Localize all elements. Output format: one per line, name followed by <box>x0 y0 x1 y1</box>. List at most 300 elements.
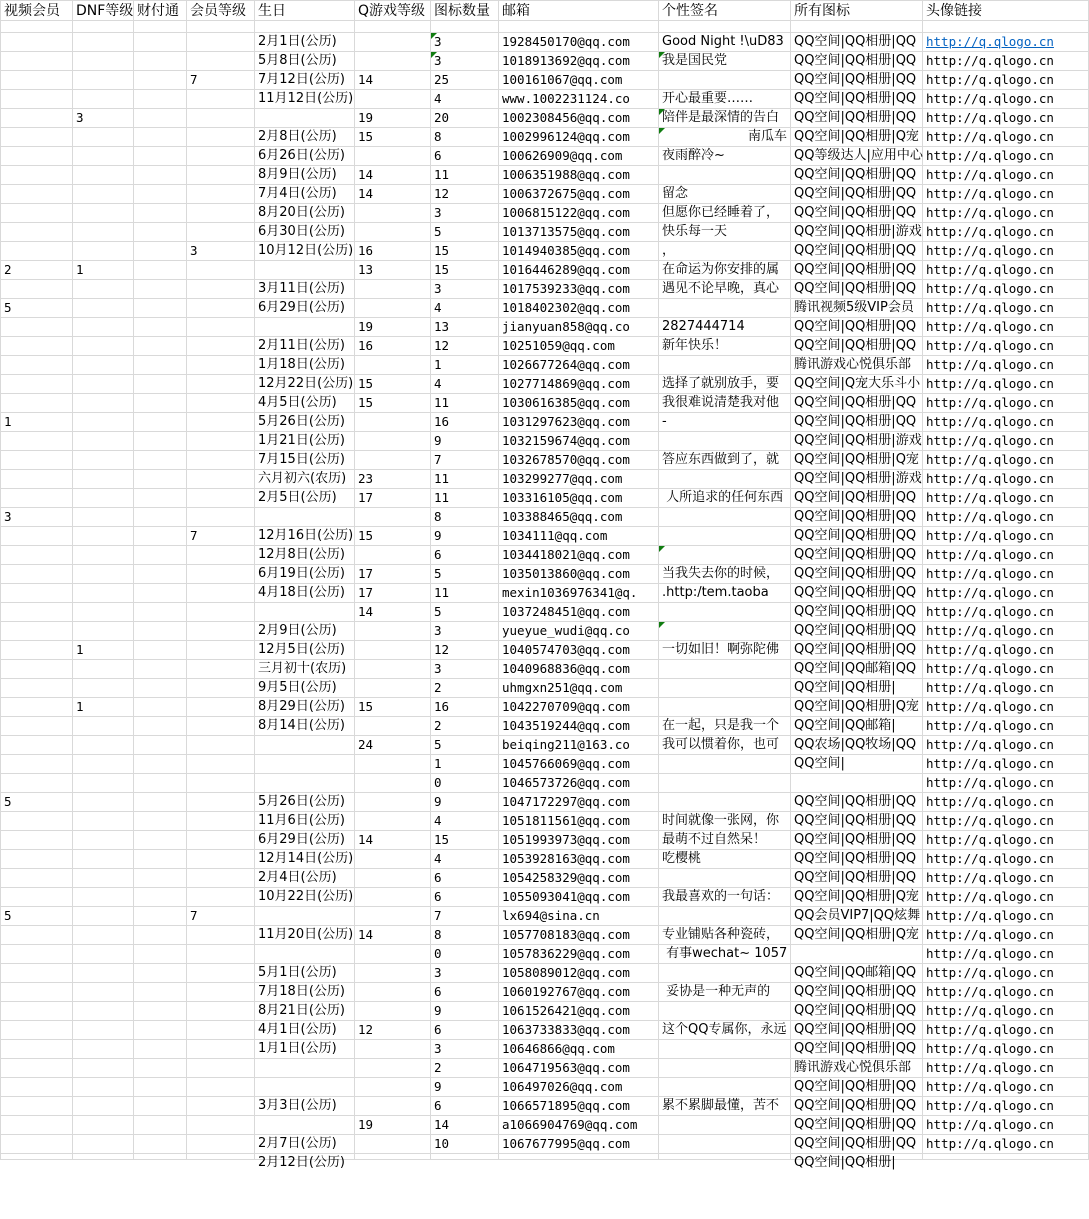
cell-tenpay[interactable] <box>134 641 187 660</box>
cell-all_icons[interactable] <box>791 698 923 717</box>
cell-q_game_level[interactable] <box>355 280 431 299</box>
cell-dnf_level[interactable] <box>73 603 134 622</box>
cell-email[interactable] <box>499 527 659 546</box>
cell-tenpay[interactable] <box>134 1021 187 1040</box>
cell-all_icons[interactable] <box>791 774 923 793</box>
cell-email[interactable] <box>499 356 659 375</box>
cell-tenpay[interactable] <box>134 964 187 983</box>
cell-signature[interactable] <box>659 1002 791 1021</box>
cell-email[interactable] <box>499 698 659 717</box>
cell-avatar_link[interactable] <box>923 204 1089 223</box>
cell-tenpay[interactable] <box>134 337 187 356</box>
cell-q_game_level[interactable] <box>355 546 431 565</box>
cell-video_vip[interactable] <box>1 1021 73 1040</box>
cell-email[interactable] <box>499 888 659 907</box>
cell-icon_count[interactable] <box>431 52 499 71</box>
cell-dnf_level[interactable] <box>73 698 134 717</box>
cell-member_level[interactable] <box>187 1002 255 1021</box>
cell-signature[interactable] <box>659 451 791 470</box>
cell-icon_count[interactable] <box>431 33 499 52</box>
cell-dnf_level[interactable] <box>73 242 134 261</box>
cell-email[interactable] <box>499 1135 659 1154</box>
cell-all_icons[interactable] <box>791 52 923 71</box>
cell-all_icons[interactable] <box>791 394 923 413</box>
cell-email[interactable] <box>499 926 659 945</box>
cell-all_icons[interactable] <box>791 1002 923 1021</box>
cell-q_game_level[interactable] <box>355 185 431 204</box>
cell-signature[interactable] <box>659 679 791 698</box>
cell-all_icons[interactable] <box>791 508 923 527</box>
cell-q_game_level[interactable] <box>355 698 431 717</box>
cell-all_icons[interactable] <box>791 299 923 318</box>
cell-tenpay[interactable] <box>134 717 187 736</box>
cell-icon_count[interactable] <box>431 584 499 603</box>
cell-dnf_level[interactable] <box>73 983 134 1002</box>
column-header-birthday[interactable] <box>255 1 355 21</box>
cell-avatar_link[interactable] <box>923 1021 1089 1040</box>
cell-signature[interactable] <box>659 812 791 831</box>
cell-q_game_level[interactable] <box>355 793 431 812</box>
cell-video_vip[interactable] <box>1 698 73 717</box>
cell-avatar_link[interactable] <box>923 755 1089 774</box>
cell-dnf_level[interactable] <box>73 147 134 166</box>
cell-birthday[interactable] <box>255 945 355 964</box>
cell-birthday[interactable] <box>255 1059 355 1078</box>
cell-avatar_link[interactable] <box>923 1135 1089 1154</box>
cell-signature[interactable] <box>659 489 791 508</box>
cell-avatar_link[interactable] <box>923 432 1089 451</box>
cell-email[interactable] <box>499 489 659 508</box>
cell-member_level[interactable] <box>187 546 255 565</box>
cell-dnf_level[interactable] <box>73 888 134 907</box>
cell-q_game_level[interactable] <box>355 223 431 242</box>
cell-all_icons[interactable] <box>791 489 923 508</box>
cell-all_icons[interactable] <box>791 223 923 242</box>
cell-video_vip[interactable] <box>1 33 73 52</box>
cell-email[interactable] <box>499 280 659 299</box>
cell-birthday[interactable] <box>255 375 355 394</box>
cell-all_icons[interactable] <box>791 527 923 546</box>
cell-birthday[interactable] <box>255 356 355 375</box>
cell-email[interactable] <box>499 261 659 280</box>
cell-all_icons[interactable] <box>791 90 923 109</box>
cell-email[interactable] <box>499 1040 659 1059</box>
cell-tenpay[interactable] <box>134 1154 187 1160</box>
cell-q_game_level[interactable] <box>355 337 431 356</box>
cell-email[interactable] <box>499 774 659 793</box>
cell-avatar_link[interactable] <box>923 356 1089 375</box>
cell-video_vip[interactable] <box>1 470 73 489</box>
cell-avatar_link[interactable] <box>923 375 1089 394</box>
cell-icon_count[interactable] <box>431 527 499 546</box>
cell-dnf_level[interactable] <box>73 1040 134 1059</box>
cell-avatar_link[interactable] <box>923 983 1089 1002</box>
cell-icon_count[interactable] <box>431 128 499 147</box>
cell-tenpay[interactable] <box>134 945 187 964</box>
cell-q_game_level[interactable] <box>355 166 431 185</box>
cell-dnf_level[interactable] <box>73 869 134 888</box>
cell-email[interactable] <box>499 33 659 52</box>
cell-tenpay[interactable] <box>134 546 187 565</box>
cell-dnf_level[interactable] <box>73 964 134 983</box>
cell-email[interactable] <box>499 812 659 831</box>
cell-signature[interactable] <box>659 546 791 565</box>
cell-tenpay[interactable] <box>134 166 187 185</box>
cell-avatar_link[interactable] <box>923 945 1089 964</box>
cell-member_level[interactable] <box>187 1078 255 1097</box>
cell-avatar_link[interactable] <box>923 185 1089 204</box>
cell-video_vip[interactable] <box>1 394 73 413</box>
cell-q_game_level[interactable] <box>355 1097 431 1116</box>
cell-q_game_level[interactable] <box>355 1154 431 1160</box>
cell-tenpay[interactable] <box>134 1040 187 1059</box>
cell-video_vip[interactable] <box>1 945 73 964</box>
cell-avatar_link[interactable] <box>923 1116 1089 1135</box>
cell-q_game_level[interactable] <box>355 565 431 584</box>
cell-video_vip[interactable] <box>1 166 73 185</box>
cell-avatar_link[interactable] <box>923 109 1089 128</box>
cell-signature[interactable] <box>659 622 791 641</box>
cell-video_vip[interactable] <box>1 1078 73 1097</box>
cell-video_vip[interactable] <box>1 717 73 736</box>
column-header-icon_count[interactable] <box>431 1 499 21</box>
cell-video_vip[interactable] <box>1 869 73 888</box>
cell-email[interactable] <box>499 508 659 527</box>
cell-dnf_level[interactable] <box>73 33 134 52</box>
cell-tenpay[interactable] <box>134 1097 187 1116</box>
cell-all_icons[interactable] <box>791 318 923 337</box>
cell-avatar_link[interactable] <box>923 622 1089 641</box>
cell-birthday[interactable] <box>255 622 355 641</box>
cell-video_vip[interactable] <box>1 907 73 926</box>
cell-birthday[interactable] <box>255 736 355 755</box>
cell-all_icons[interactable] <box>791 337 923 356</box>
cell-member_level[interactable] <box>187 451 255 470</box>
cell-signature[interactable] <box>659 660 791 679</box>
cell-q_game_level[interactable] <box>355 869 431 888</box>
cell-member_level[interactable] <box>187 1097 255 1116</box>
cell-member_level[interactable] <box>187 90 255 109</box>
cell-icon_count[interactable] <box>431 337 499 356</box>
cell-tenpay[interactable] <box>134 451 187 470</box>
cell-email[interactable] <box>499 71 659 90</box>
cell-dnf_level[interactable] <box>73 945 134 964</box>
cell-avatar_link[interactable] <box>923 1059 1089 1078</box>
cell-email[interactable] <box>499 242 659 261</box>
cell-video_vip[interactable] <box>1 356 73 375</box>
cell-member_level[interactable] <box>187 337 255 356</box>
column-header-q_game_level[interactable] <box>355 1 431 21</box>
cell-dnf_level[interactable] <box>73 755 134 774</box>
cell-birthday[interactable] <box>255 546 355 565</box>
cell-icon_count[interactable] <box>431 755 499 774</box>
cell-birthday[interactable] <box>255 603 355 622</box>
cell-icon_count[interactable] <box>431 926 499 945</box>
cell-member_level[interactable] <box>187 21 255 33</box>
cell-video_vip[interactable] <box>1 527 73 546</box>
cell-signature[interactable] <box>659 869 791 888</box>
cell-all_icons[interactable] <box>791 166 923 185</box>
cell-q_game_level[interactable] <box>355 907 431 926</box>
cell-birthday[interactable] <box>255 584 355 603</box>
cell-signature[interactable] <box>659 755 791 774</box>
cell-q_game_level[interactable] <box>355 204 431 223</box>
cell-signature[interactable] <box>659 698 791 717</box>
cell-avatar_link[interactable] <box>923 71 1089 90</box>
cell-q_game_level[interactable] <box>355 1021 431 1040</box>
cell-signature[interactable] <box>659 242 791 261</box>
cell-avatar_link[interactable] <box>923 774 1089 793</box>
cell-signature[interactable] <box>659 964 791 983</box>
cell-video_vip[interactable] <box>1 1002 73 1021</box>
cell-signature[interactable] <box>659 565 791 584</box>
cell-icon_count[interactable] <box>431 299 499 318</box>
column-header-tenpay[interactable] <box>134 1 187 21</box>
cell-birthday[interactable] <box>255 508 355 527</box>
cell-all_icons[interactable] <box>791 1021 923 1040</box>
cell-video_vip[interactable] <box>1 508 73 527</box>
cell-birthday[interactable] <box>255 850 355 869</box>
cell-icon_count[interactable] <box>431 698 499 717</box>
cell-q_game_level[interactable] <box>355 717 431 736</box>
cell-avatar_link[interactable] <box>923 147 1089 166</box>
cell-dnf_level[interactable] <box>73 394 134 413</box>
cell-signature[interactable] <box>659 850 791 869</box>
cell-q_game_level[interactable] <box>355 356 431 375</box>
cell-all_icons[interactable] <box>791 584 923 603</box>
cell-all_icons[interactable] <box>791 147 923 166</box>
cell-tenpay[interactable] <box>134 52 187 71</box>
cell-all_icons[interactable] <box>791 964 923 983</box>
cell-member_level[interactable] <box>187 147 255 166</box>
cell-birthday[interactable] <box>255 812 355 831</box>
cell-icon_count[interactable] <box>431 280 499 299</box>
cell-dnf_level[interactable] <box>73 413 134 432</box>
cell-signature[interactable] <box>659 356 791 375</box>
cell-icon_count[interactable] <box>431 432 499 451</box>
cell-birthday[interactable] <box>255 128 355 147</box>
cell-tenpay[interactable] <box>134 1116 187 1135</box>
cell-avatar_link[interactable] <box>923 451 1089 470</box>
cell-all_icons[interactable] <box>791 413 923 432</box>
cell-all_icons[interactable] <box>791 888 923 907</box>
cell-signature[interactable] <box>659 793 791 812</box>
cell-icon_count[interactable] <box>431 71 499 90</box>
cell-email[interactable] <box>499 869 659 888</box>
cell-tenpay[interactable] <box>134 603 187 622</box>
cell-member_level[interactable] <box>187 185 255 204</box>
cell-signature[interactable] <box>659 280 791 299</box>
cell-email[interactable] <box>499 1116 659 1135</box>
cell-q_game_level[interactable] <box>355 1116 431 1135</box>
cell-email[interactable] <box>499 736 659 755</box>
cell-email[interactable] <box>499 147 659 166</box>
cell-email[interactable] <box>499 413 659 432</box>
cell-signature[interactable] <box>659 888 791 907</box>
cell-email[interactable] <box>499 223 659 242</box>
cell-video_vip[interactable] <box>1 1040 73 1059</box>
cell-icon_count[interactable] <box>431 850 499 869</box>
cell-email[interactable] <box>499 204 659 223</box>
cell-birthday[interactable] <box>255 679 355 698</box>
cell-q_game_level[interactable] <box>355 603 431 622</box>
cell-email[interactable] <box>499 546 659 565</box>
cell-dnf_level[interactable] <box>73 584 134 603</box>
cell-video_vip[interactable] <box>1 242 73 261</box>
cell-email[interactable] <box>499 1097 659 1116</box>
cell-all_icons[interactable] <box>791 812 923 831</box>
cell-birthday[interactable] <box>255 926 355 945</box>
cell-member_level[interactable] <box>187 1040 255 1059</box>
cell-email[interactable] <box>499 831 659 850</box>
cell-signature[interactable] <box>659 375 791 394</box>
cell-dnf_level[interactable] <box>73 109 134 128</box>
cell-member_level[interactable] <box>187 793 255 812</box>
cell-tenpay[interactable] <box>134 242 187 261</box>
cell-all_icons[interactable] <box>791 622 923 641</box>
cell-video_vip[interactable] <box>1 1116 73 1135</box>
cell-dnf_level[interactable] <box>73 280 134 299</box>
cell-avatar_link[interactable] <box>923 337 1089 356</box>
cell-all_icons[interactable] <box>791 907 923 926</box>
cell-member_level[interactable] <box>187 432 255 451</box>
cell-video_vip[interactable] <box>1 755 73 774</box>
cell-email[interactable] <box>499 375 659 394</box>
cell-q_game_level[interactable] <box>355 470 431 489</box>
cell-signature[interactable] <box>659 299 791 318</box>
cell-icon_count[interactable] <box>431 109 499 128</box>
cell-q_game_level[interactable] <box>355 1040 431 1059</box>
cell-member_level[interactable] <box>187 280 255 299</box>
cell-q_game_level[interactable] <box>355 489 431 508</box>
cell-icon_count[interactable] <box>431 1097 499 1116</box>
cell-icon_count[interactable] <box>431 261 499 280</box>
cell-member_level[interactable] <box>187 869 255 888</box>
cell-q_game_level[interactable] <box>355 90 431 109</box>
cell-q_game_level[interactable] <box>355 850 431 869</box>
cell-icon_count[interactable] <box>431 204 499 223</box>
cell-all_icons[interactable] <box>791 21 923 33</box>
cell-icon_count[interactable] <box>431 641 499 660</box>
cell-birthday[interactable] <box>255 1002 355 1021</box>
cell-q_game_level[interactable] <box>355 736 431 755</box>
cell-signature[interactable] <box>659 109 791 128</box>
cell-signature[interactable] <box>659 1059 791 1078</box>
cell-birthday[interactable] <box>255 489 355 508</box>
cell-icon_count[interactable] <box>431 489 499 508</box>
cell-tenpay[interactable] <box>134 223 187 242</box>
cell-tenpay[interactable] <box>134 318 187 337</box>
cell-icon_count[interactable] <box>431 223 499 242</box>
cell-icon_count[interactable] <box>431 717 499 736</box>
cell-tenpay[interactable] <box>134 660 187 679</box>
cell-avatar_link[interactable] <box>923 242 1089 261</box>
cell-signature[interactable] <box>659 52 791 71</box>
cell-signature[interactable] <box>659 945 791 964</box>
cell-avatar_link[interactable] <box>923 584 1089 603</box>
cell-video_vip[interactable] <box>1 109 73 128</box>
cell-signature[interactable] <box>659 527 791 546</box>
cell-dnf_level[interactable] <box>73 831 134 850</box>
cell-video_vip[interactable] <box>1 489 73 508</box>
cell-q_game_level[interactable] <box>355 622 431 641</box>
cell-all_icons[interactable] <box>791 432 923 451</box>
cell-avatar_link[interactable] <box>923 1078 1089 1097</box>
cell-tenpay[interactable] <box>134 831 187 850</box>
cell-icon_count[interactable] <box>431 1154 499 1160</box>
cell-all_icons[interactable] <box>791 242 923 261</box>
cell-q_game_level[interactable] <box>355 1078 431 1097</box>
cell-icon_count[interactable] <box>431 565 499 584</box>
cell-dnf_level[interactable] <box>73 71 134 90</box>
cell-all_icons[interactable] <box>791 1078 923 1097</box>
cell-email[interactable] <box>499 52 659 71</box>
cell-q_game_level[interactable] <box>355 1059 431 1078</box>
cell-icon_count[interactable] <box>431 964 499 983</box>
cell-birthday[interactable] <box>255 869 355 888</box>
cell-signature[interactable] <box>659 831 791 850</box>
cell-tenpay[interactable] <box>134 812 187 831</box>
cell-email[interactable] <box>499 21 659 33</box>
cell-member_level[interactable] <box>187 926 255 945</box>
cell-q_game_level[interactable] <box>355 318 431 337</box>
cell-video_vip[interactable] <box>1 641 73 660</box>
cell-icon_count[interactable] <box>431 451 499 470</box>
cell-video_vip[interactable] <box>1 299 73 318</box>
cell-signature[interactable] <box>659 774 791 793</box>
cell-q_game_level[interactable] <box>355 945 431 964</box>
cell-video_vip[interactable] <box>1 983 73 1002</box>
cell-member_level[interactable] <box>187 204 255 223</box>
cell-email[interactable] <box>499 945 659 964</box>
cell-member_level[interactable] <box>187 1135 255 1154</box>
cell-icon_count[interactable] <box>431 546 499 565</box>
cell-tenpay[interactable] <box>134 869 187 888</box>
cell-icon_count[interactable] <box>431 774 499 793</box>
cell-icon_count[interactable] <box>431 356 499 375</box>
cell-all_icons[interactable] <box>791 1059 923 1078</box>
cell-icon_count[interactable] <box>431 907 499 926</box>
cell-tenpay[interactable] <box>134 280 187 299</box>
column-header-video_vip[interactable] <box>1 1 73 21</box>
cell-avatar_link[interactable] <box>923 261 1089 280</box>
cell-tenpay[interactable] <box>134 793 187 812</box>
cell-dnf_level[interactable] <box>73 90 134 109</box>
cell-q_game_level[interactable] <box>355 33 431 52</box>
cell-icon_count[interactable] <box>431 983 499 1002</box>
cell-email[interactable] <box>499 717 659 736</box>
cell-signature[interactable] <box>659 90 791 109</box>
cell-avatar_link[interactable] <box>923 546 1089 565</box>
column-header-avatar_link[interactable] <box>923 1 1089 21</box>
cell-tenpay[interactable] <box>134 432 187 451</box>
cell-member_level[interactable] <box>187 1116 255 1135</box>
cell-email[interactable] <box>499 679 659 698</box>
cell-tenpay[interactable] <box>134 21 187 33</box>
cell-birthday[interactable] <box>255 299 355 318</box>
cell-tenpay[interactable] <box>134 1002 187 1021</box>
cell-member_level[interactable] <box>187 1021 255 1040</box>
cell-all_icons[interactable] <box>791 261 923 280</box>
cell-video_vip[interactable] <box>1 888 73 907</box>
cell-member_level[interactable] <box>187 831 255 850</box>
cell-dnf_level[interactable] <box>73 926 134 945</box>
cell-birthday[interactable] <box>255 223 355 242</box>
cell-q_game_level[interactable] <box>355 1135 431 1154</box>
cell-tenpay[interactable] <box>134 356 187 375</box>
cell-video_vip[interactable] <box>1 128 73 147</box>
cell-all_icons[interactable] <box>791 717 923 736</box>
